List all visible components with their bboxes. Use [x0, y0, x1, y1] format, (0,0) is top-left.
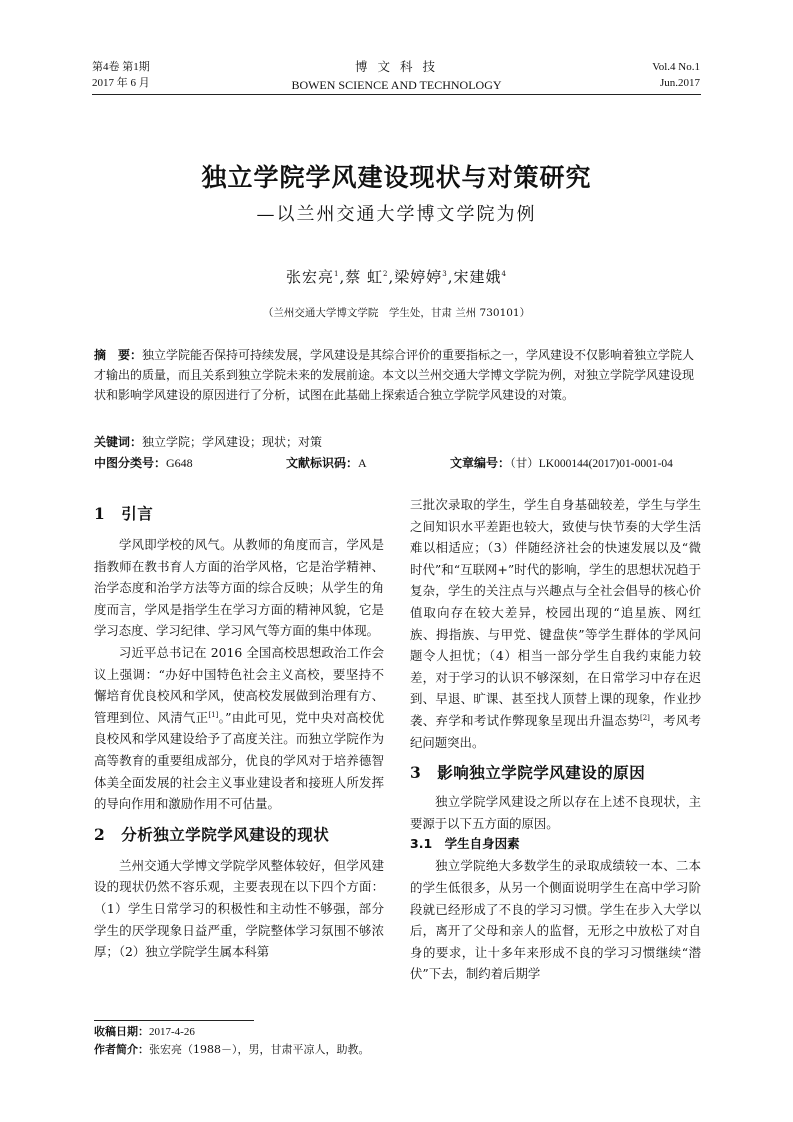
author-mark: 1	[333, 270, 340, 278]
author-mark: 2	[383, 270, 389, 278]
author-name: 张宏亮	[285, 268, 334, 286]
author-name: 蔡 虹	[345, 268, 384, 286]
left-column	[94, 504, 384, 963]
clc-number	[94, 454, 193, 472]
author-bio-text: 张宏亮（1988－），男，甘肃平凉人，助教。	[149, 1043, 370, 1056]
journal-date: 2017 年 6 月	[92, 77, 150, 89]
abstract-text: 独立学院能否保持可持续发展，学风建设是其综合评价的重要指标之一，学风建设不仅影响着独立学院人才输出的质量，而且关系到独立学院未来的发展前途。本文以兰州交通大学博文学院为例，对独立学院学风建设现状和影响学风建设的原因进行了分析，试图在此基础上探索适合独立学院学风建设的对策。	[94, 348, 695, 402]
article-no-value: （甘）LK000144(2017)01-0001-04	[510, 458, 673, 470]
citation-ref: [2]	[639, 713, 650, 722]
author-list: 张宏亮$^1$,蔡 虹$^2$,梁婷婷$^3$,宋建娥$^4$	[285, 268, 508, 286]
footnote-rule	[94, 1020, 254, 1021]
journal-name-en: BOWEN SCIENCE AND TECHNOLOGY	[291, 78, 502, 92]
journal-volume: 第4卷 第1期	[92, 61, 150, 73]
clc-label: 中图分类号：	[94, 456, 167, 470]
keywords	[94, 433, 701, 451]
paper-subtitle: —以兰州交通大学博文学院为例	[256, 204, 537, 225]
citation-ref: [1]	[208, 710, 219, 719]
author-name: 梁婷婷	[394, 268, 443, 286]
journal-name-cn: 博 文 科 技	[355, 59, 438, 74]
received-value: 2017-4-26	[149, 1026, 195, 1038]
author-bio-label: 作者简介：	[94, 1043, 149, 1056]
doc-code-label: 文献标识码：	[286, 456, 359, 470]
article-number	[450, 454, 673, 473]
received-label: 收稿日期：	[94, 1025, 149, 1038]
author-bio	[94, 1041, 370, 1059]
affiliation: （兰州交通大学博文学院 学生处，甘肃 兰州 730101）	[262, 307, 531, 319]
right-column	[410, 494, 701, 985]
document-code	[286, 454, 367, 472]
section-1-paragraph-1: 学风即学校的风气。从教师的角度而言，学风是指教师在教书育人方面的治学风格，它是治学精神、治学态度和治学方法等方面的综合反映；从学生的角度而言，学风是指学生在学习方面的精神风貌，它是学习态度、学习纪律、学习风气等方面的集中体现。	[94, 537, 384, 639]
author-mark: 3	[442, 270, 448, 278]
header-rule	[92, 94, 701, 95]
abstract	[94, 345, 701, 405]
received-date	[94, 1023, 195, 1041]
section-3-1-paragraph-1: 独立学院绝大多数学生的录取成绩较一本、二本的学生低很多，从另一个侧面说明学生在高中学习阶段就已经形成了不良的学习习惯。学生在步入大学以后，离开了父母和亲人的监督，无形之中放松了对自身的要求，让十多年来形成不良的学习习惯继续“潜伏”下去，制约着后期学	[410, 858, 701, 982]
clc-value: G648	[166, 456, 193, 470]
article-no-label: 文章编号：	[450, 456, 511, 470]
section-2-paragraph-1: 兰州交通大学博文学院学风整体较好，但学风建设的现状仍然不容乐观，主要表现在以下四个方面：（1）学生日常学习的积极性和主动性不够强，部分学生的厌学现象日益严重，学院整体学习氛围不够浓厚；（2）独立学院学生属本科第	[94, 857, 384, 960]
section-3-paragraph-1: 独立学院学风建设之所以存在上述不良现状，主要源于以下五方面的原因。	[410, 794, 701, 831]
keywords-label: 关键词：	[94, 435, 143, 449]
journal-vol-en: Vol.4 No.1	[652, 61, 700, 73]
section-1-paragraph-2: 习近平总书记在 2016 全国高校思想政治工作会议上强调：“办好中国特色社会主义高校，要坚持不懈培育优良校风和学风，使高校发展做到治理有方、管理到位、风清气正[1]。”由此可见，党中央对高校优良校风和学风建设给予了高度关注。而独立学院作为高等教育的重要组成部分，优良的学风对于培养德智体美全面发展的社会主义事业建设者和接班人所发挥的导向作用和激励作用不可估量。	[94, 644, 384, 812]
section-3-1-title: 3.1 学生自身因素	[410, 836, 520, 852]
section-1-title: 1 引言	[94, 504, 154, 523]
paper-title: 独立学院学风建设现状与对策研究	[201, 163, 592, 192]
journal-date-en: Jun.2017	[659, 77, 700, 89]
author-name: 宋建娥	[453, 268, 502, 286]
keywords-text: 独立学院；学风建设；现状；对策	[142, 435, 323, 449]
section-3-title: 3 影响独立学院学风建设的原因	[410, 763, 646, 783]
doc-code-value: A	[358, 456, 367, 470]
section-2-paragraph-1-continued: 三批次录取的学生，学生自身基础较差，学生与学生之间知识水平差距也较大，致使与快节奏的大学生活难以相适应；（3）伴随经济社会的快速发展以及“微时代”和“互联网+”时代的影响，学生的思想状况趋于复杂，学生的关注点与兴趣点与全社会倡导的核心价值取向存在较大差异，校园出现的“追星族、网红族、拇指族、与甲党、键盘侠”等学生群体的学风问题令人担忧；（4）相当一部分学生自我约束能力较差，对于学习的认识不够深刻，在日常学习中存在迟到、早退、旷课、甚至找人顶替上课的现象，作业抄袭、弃学和考试作弊现象呈现出升温态势[2]，考风考纪问题突出。	[410, 497, 702, 750]
author-mark: 4	[501, 270, 508, 278]
section-2-title: 2 分析独立学院学风建设的现状	[94, 824, 330, 844]
abstract-label: 摘 要：	[94, 348, 143, 362]
